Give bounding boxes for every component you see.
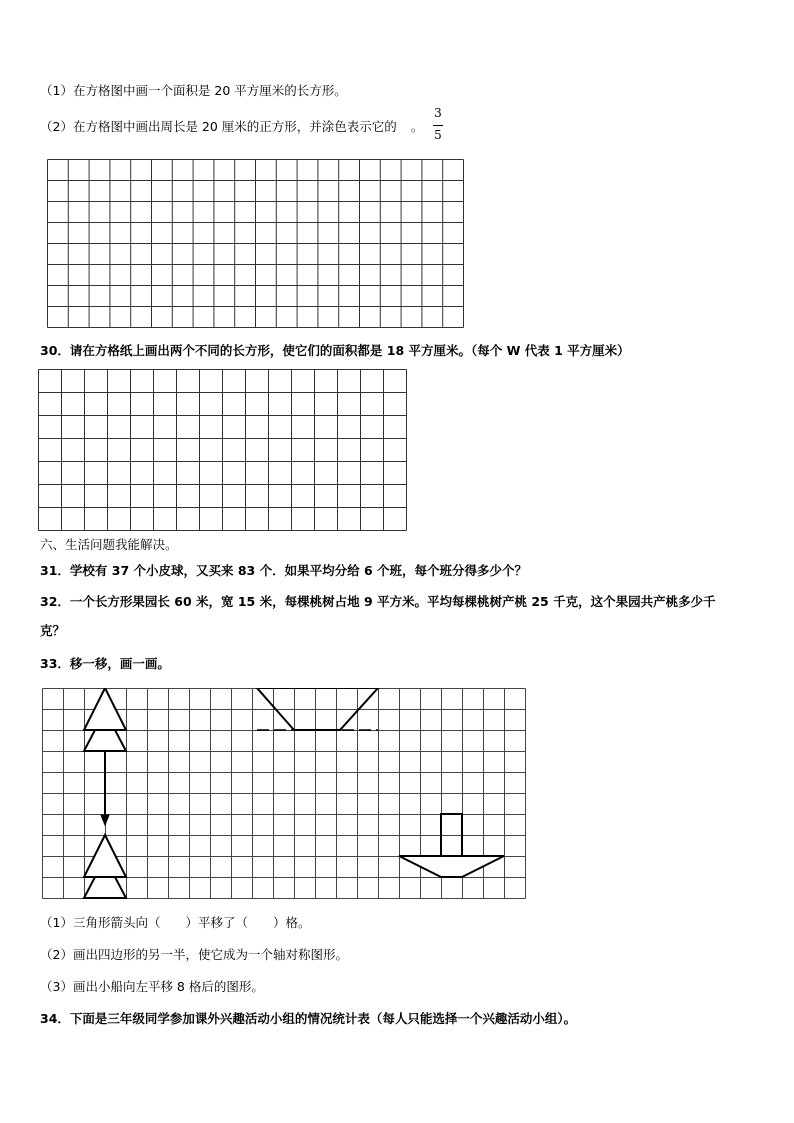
boat-hull <box>399 856 504 877</box>
q32-line2: 克？ <box>40 623 66 638</box>
fraction-bar <box>433 125 443 126</box>
section6-title: 六、生活问题我能解决。 <box>40 537 178 552</box>
q30-text: 30．请在方格纸上画出两个不同的长方形，使它们的面积都是 18 平方厘米。（每个 W 代表 1 平方厘米） <box>40 343 630 358</box>
q33-part3: （3）画出小船向左平移 8 格后的图形。 <box>40 979 264 994</box>
q33-part1: （1）三角形箭头向（ ）平移了（ ）格。 <box>40 915 311 930</box>
q34-text: 34．下面是三年级同学参加课外兴趣活动小组的情况统计表（每人只能选择一个兴趣活动小组）。 <box>40 1011 577 1026</box>
move-arrowhead <box>101 815 109 825</box>
q33-part2: （2）画出四边形的另一半，使它成为一个轴对称图形。 <box>40 947 348 962</box>
triangle-arrow-bottom-base <box>84 877 126 898</box>
q31-text: 31．学校有 37 个小皮球，又买来 83 个．如果平均分给 6 个班，每个班分得多少个？ <box>40 563 527 578</box>
grid-q30[interactable] <box>38 369 410 532</box>
q29-part2-text: （2）在方格图中画出周长是 20 厘米的正方形，并涂色表示它的 <box>40 119 397 134</box>
grid-q33[interactable] <box>42 688 532 900</box>
fraction-denominator: 5 <box>434 128 442 142</box>
q33-title: 33．移一移，画一画。 <box>40 656 170 671</box>
q29-part2-end: 。 <box>410 119 424 134</box>
fraction-numerator: 3 <box>434 106 442 120</box>
triangle-arrow-top-base <box>84 730 126 751</box>
q29-part1: （1）在方格图中画一个面积是 20 平方厘米的长方形。 <box>40 83 347 98</box>
grid-q29[interactable] <box>47 159 467 331</box>
q32-line1: 32．一个长方形果园长 60 米，宽 15 米，每棵桃树占地 9 平方米。平均每棵桃树产桃 25 千克，这个果园共产桃多少千 <box>40 594 716 609</box>
q29-part2 <box>40 119 423 135</box>
